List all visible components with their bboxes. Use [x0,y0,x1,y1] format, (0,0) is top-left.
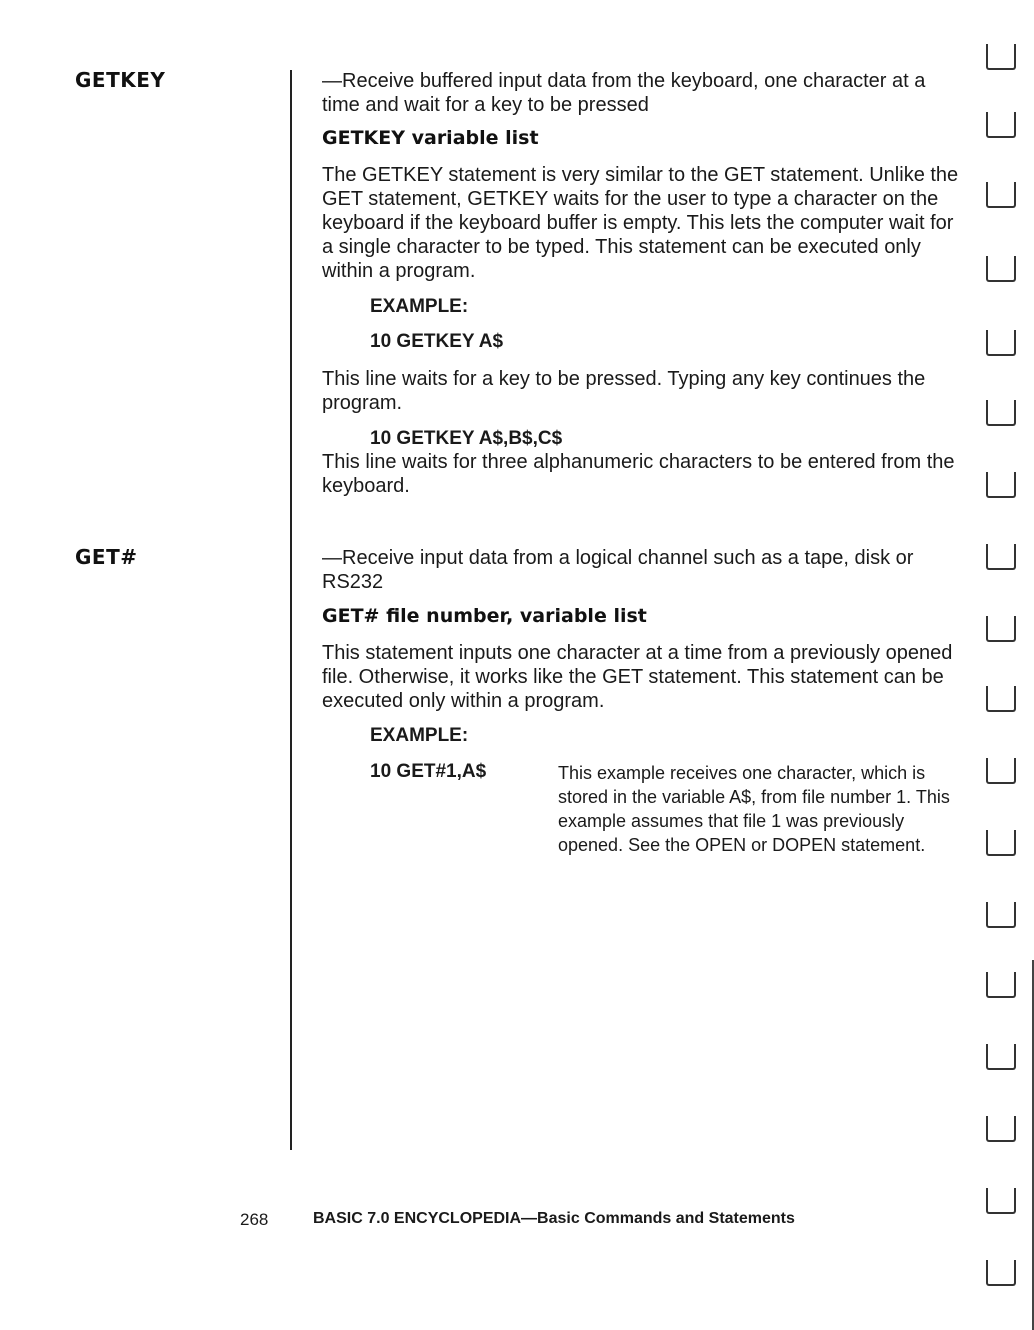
getnum-example-code: 10 GET#1,A$ [370,761,487,782]
binding-mark [986,330,1016,356]
binding-mark [986,616,1016,642]
binding-mark [986,758,1016,784]
binding-mark [986,1044,1016,1070]
footer-title-main: BASIC 7.0 ENCYCLOPEDIA— [313,1210,538,1227]
getnum-summary: —Receive input data from a logical channel such as a tape, disk or RS232 [322,547,914,593]
footer-subtitle: Basic Commands and Statements [537,1210,795,1227]
binding-mark [986,902,1016,928]
getkey-example2-note: This line waits for three alphanumeric characters to be entered from the keyboard. [322,451,955,497]
binding-mark [986,830,1016,856]
binding-mark [986,1116,1016,1142]
getkey-description: The GETKEY statement is very similar to the GET statement. Unlike the GET statement, GETKEY waits for the user to type a character on the keyboard if the keyboard buffer is empty. This lets the computer wait for a single character to be typed. This statement can be executed only within a program. [322,164,959,282]
getkey-example1-note: This line waits for a key to be pressed. Typing any key continues the program. [322,368,926,414]
binding-mark [986,686,1016,712]
binding-mark [986,44,1016,70]
binding-mark [986,112,1016,138]
spiral-binding [986,0,1034,1330]
getnum-example-note: This example receives one character, which is stored in the variable A$, from file number 1. This example assumes that file 1 was previously opened. See the OPEN or DOPEN statement. [558,763,950,855]
binding-mark [986,1260,1016,1286]
vertical-rule [290,70,292,1150]
page-number: 268 [240,1210,269,1229]
getnum-description: This statement inputs one character at a time from a previously opened file. Otherwise, it works like the GET statement. This statement can be executed only within a program. [322,642,953,712]
getkey-syntax: GETKEY variable list [322,127,539,149]
binding-mark [986,1188,1016,1214]
getkey-summary: —Receive buffered input data from the keyboard, one character at a time and wait for a key to be pressed [322,70,926,116]
getkey-example-label: EXAMPLE: [370,296,469,317]
binding-mark [986,400,1016,426]
binding-mark [986,256,1016,282]
binding-mark [986,544,1016,570]
binding-mark [986,972,1016,998]
getnum-heading: GET# [75,545,138,569]
getkey-example2-code: 10 GETKEY A$,B$,C$ [370,428,563,449]
getkey-heading: GETKEY [75,68,166,92]
getkey-example1-code: 10 GETKEY A$ [370,331,504,352]
footer-title [313,1210,795,1228]
getnum-example-label: EXAMPLE: [370,725,469,746]
binding-mark [986,472,1016,498]
binding-mark [986,182,1016,208]
getnum-syntax: GET# file number, variable list [322,605,647,627]
